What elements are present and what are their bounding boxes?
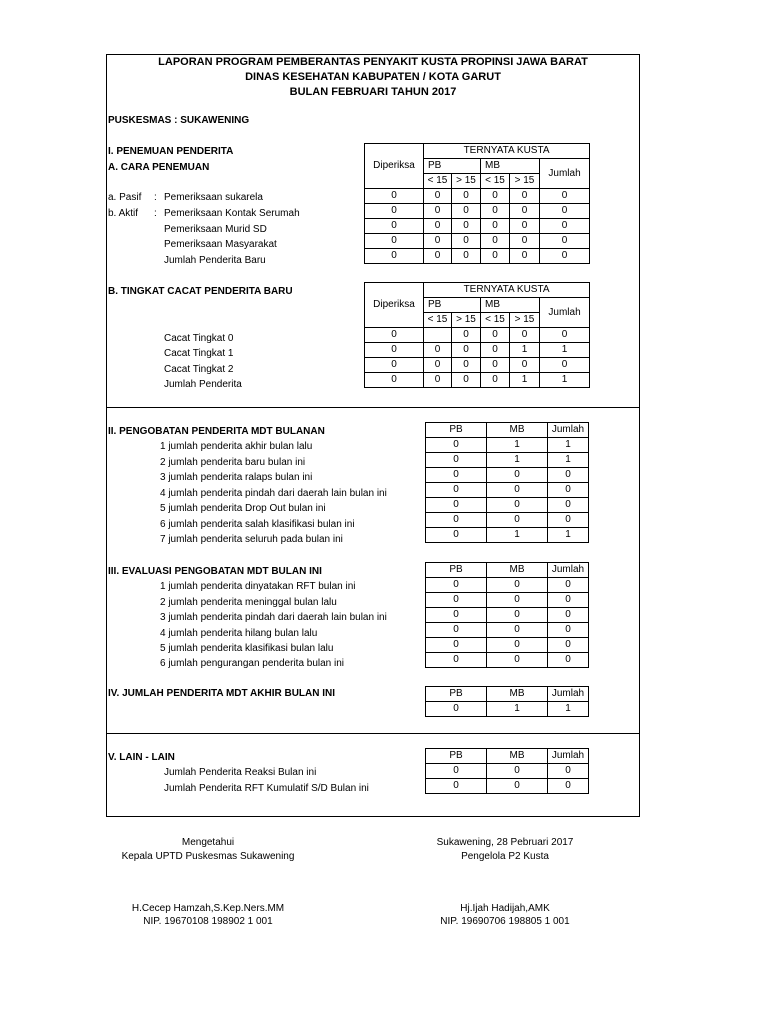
row-label: 4 jumlah penderita hilang bulan lalu — [160, 628, 318, 639]
report-period: BULAN FEBRUARI TAHUN 2017 — [289, 86, 457, 98]
cell: 0 — [365, 373, 424, 388]
row-label: Jumlah Penderita Baru — [164, 255, 266, 266]
cell: 0 — [540, 204, 590, 219]
row-label: 3 jumlah penderita pindah dari daerah lain bulan ini — [160, 612, 387, 623]
header-pb: PB — [424, 159, 481, 174]
table-tingkat-cacat — [364, 282, 590, 388]
cell: 0 — [365, 189, 424, 204]
sig-right-line2: Pengelola P2 Kusta — [461, 851, 549, 862]
puskesmas-label: PUSKESMAS : SUKAWENING — [108, 115, 250, 126]
cell: 0 — [548, 608, 589, 623]
cell: 0 — [426, 623, 487, 638]
row-label: Pemeriksaan sukarela — [164, 192, 263, 203]
cell: 0 — [510, 358, 540, 373]
cell: 0 — [540, 234, 590, 249]
table-pengobatan — [425, 422, 589, 543]
cell: 0 — [548, 513, 589, 528]
header-ternyata-kusta: TERNYATA KUSTA — [424, 144, 590, 159]
cell: 0 — [487, 513, 548, 528]
cell: 1 — [548, 453, 589, 468]
table-row — [365, 189, 590, 204]
cell: 0 — [426, 498, 487, 513]
table-row — [426, 453, 589, 468]
cell: 1 — [540, 373, 590, 388]
row-prefix: b. Aktif — [108, 208, 139, 219]
cell: 0 — [426, 764, 487, 779]
header-jumlah: Jumlah — [548, 423, 589, 438]
cell: 0 — [540, 358, 590, 373]
table-row — [365, 343, 590, 358]
cell: 0 — [510, 234, 540, 249]
header-lt15: < 15 — [481, 313, 510, 328]
cell: 0 — [426, 779, 487, 794]
cell: 0 — [481, 234, 510, 249]
cell: 0 — [540, 249, 590, 264]
cell: 0 — [426, 578, 487, 593]
row-label: 4 jumlah penderita pindah dari daerah lain bulan ini — [160, 488, 387, 499]
section-5-title: V. LAIN - LAIN — [108, 752, 175, 763]
cell: 0 — [452, 219, 481, 234]
cell: 0 — [481, 328, 510, 343]
cell: 0 — [365, 328, 424, 343]
cell: 0 — [452, 204, 481, 219]
cell: 0 — [481, 249, 510, 264]
cell: 0 — [424, 343, 452, 358]
row-label: 5 jumlah penderita klasifikasi bulan lalu — [160, 643, 334, 654]
cell: 0 — [548, 623, 589, 638]
header-pb: PB — [426, 687, 487, 702]
sig-left-name: H.Cecep Hamzah,S.Kep.Ners.MM — [131, 903, 285, 914]
row-label: Cacat Tingkat 0 — [164, 333, 234, 344]
divider — [106, 733, 640, 734]
row-label: 7 jumlah penderita seluruh pada bulan ini — [160, 534, 343, 545]
cell: 0 — [540, 189, 590, 204]
cell: 0 — [426, 593, 487, 608]
header-diperiksa: Diperiksa — [365, 298, 424, 313]
cell: 0 — [487, 578, 548, 593]
cell: 1 — [487, 453, 548, 468]
cell: 0 — [510, 189, 540, 204]
cell: 0 — [487, 498, 548, 513]
sig-left-line2: Kepala UPTD Puskesmas Sukawening — [121, 851, 295, 862]
cell: 0 — [424, 189, 452, 204]
cell: 0 — [481, 343, 510, 358]
cell: 0 — [540, 219, 590, 234]
cell: 0 — [424, 204, 452, 219]
report-subtitle: DINAS KESEHATAN KABUPATEN / KOTA GARUT — [245, 71, 501, 83]
cell: 0 — [426, 528, 487, 543]
cell: 0 — [452, 373, 481, 388]
row-label: Pemeriksaan Masyarakat — [164, 239, 277, 250]
cell: 0 — [452, 358, 481, 373]
sig-right-nip: NIP. 19690706 198805 1 001 — [440, 916, 570, 927]
table-row — [426, 764, 589, 779]
cell: 0 — [426, 438, 487, 453]
cell: 0 — [426, 608, 487, 623]
cell: 0 — [548, 779, 589, 794]
table-evaluasi — [425, 562, 589, 668]
cell: 0 — [548, 468, 589, 483]
cell: 0 — [365, 234, 424, 249]
header-mb: MB — [481, 159, 540, 174]
table-row — [426, 578, 589, 593]
table-row — [426, 653, 589, 668]
cell: 0 — [452, 234, 481, 249]
header-mb: MB — [487, 563, 548, 578]
header-mb: MB — [487, 423, 548, 438]
cell: 0 — [424, 234, 452, 249]
table-row — [426, 498, 589, 513]
section-3-title: III. EVALUASI PENGOBATAN MDT BULAN INI — [108, 566, 322, 577]
cell: 0 — [481, 219, 510, 234]
cell: 0 — [365, 219, 424, 234]
cell: 1 — [487, 702, 548, 717]
cell: 0 — [452, 249, 481, 264]
header-lt15: < 15 — [424, 313, 452, 328]
cell: 1 — [510, 373, 540, 388]
cell: 0 — [426, 638, 487, 653]
header-jumlah: Jumlah — [548, 687, 589, 702]
cell: 0 — [487, 468, 548, 483]
table-row — [426, 528, 589, 543]
cell: 0 — [487, 764, 548, 779]
header-gt15: > 15 — [510, 313, 540, 328]
table-akhir-bulan — [425, 686, 589, 717]
header-lt15: < 15 — [481, 174, 510, 189]
row-colon: : — [154, 208, 157, 219]
cell: 0 — [481, 204, 510, 219]
section-1b-title: B. TINGKAT CACAT PENDERITA BARU — [108, 286, 293, 297]
cell: 0 — [424, 373, 452, 388]
cell: 0 — [510, 328, 540, 343]
table-row — [365, 249, 590, 264]
cell: 1 — [548, 438, 589, 453]
cell: 1 — [510, 343, 540, 358]
row-colon: : — [154, 192, 157, 203]
row-label: 5 jumlah penderita Drop Out bulan ini — [160, 503, 326, 514]
cell: 0 — [365, 343, 424, 358]
table-row — [426, 513, 589, 528]
row-label: 2 jumlah penderita baru bulan ini — [160, 457, 306, 468]
cell: 0 — [548, 578, 589, 593]
cell: 0 — [548, 483, 589, 498]
header-diperiksa: Diperiksa — [365, 159, 424, 174]
cell: 1 — [548, 702, 589, 717]
table-row — [365, 219, 590, 234]
cell: 0 — [481, 189, 510, 204]
cell: 0 — [426, 653, 487, 668]
header-ternyata-kusta: TERNYATA KUSTA — [424, 283, 590, 298]
row-label: Jumlah Penderita Reaksi Bulan ini — [164, 767, 317, 778]
table-row — [365, 328, 590, 343]
table-row — [365, 234, 590, 249]
cell: 0 — [424, 219, 452, 234]
cell: 0 — [487, 653, 548, 668]
table-row — [365, 373, 590, 388]
cell: 0 — [548, 653, 589, 668]
cell: 0 — [452, 189, 481, 204]
cell: 0 — [540, 328, 590, 343]
cell: 1 — [540, 343, 590, 358]
header-jumlah: Jumlah — [540, 298, 590, 328]
section-1a-title: A. CARA PENEMUAN — [108, 162, 210, 173]
cell: 0 — [452, 343, 481, 358]
header-lt15: < 15 — [424, 174, 452, 189]
row-label: 1 jumlah penderita akhir bulan lalu — [160, 441, 313, 452]
table-row — [426, 702, 589, 717]
sig-left-line1: Mengetahui — [181, 837, 235, 848]
row-label: 3 jumlah penderita ralaps bulan ini — [160, 472, 313, 483]
cell: 0 — [487, 638, 548, 653]
cell: 0 — [487, 608, 548, 623]
sig-left-nip: NIP. 19670108 198902 1 001 — [143, 916, 273, 927]
sig-right-name: Hj.Ijah Hadijah,AMK — [460, 903, 550, 914]
header-mb: MB — [481, 298, 540, 313]
cell: 0 — [548, 764, 589, 779]
cell: 0 — [365, 249, 424, 264]
table-row — [426, 483, 589, 498]
row-label: Cacat Tingkat 2 — [164, 364, 234, 375]
cell — [424, 328, 452, 343]
header-gt15: > 15 — [452, 313, 481, 328]
header-pb: PB — [424, 298, 481, 313]
row-label: 6 jumlah penderita salah klasifikasi bulan ini — [160, 519, 355, 530]
table-lain-lain — [425, 748, 589, 794]
cell: 0 — [426, 513, 487, 528]
table-cara-penemuan — [364, 143, 590, 264]
cell: 0 — [426, 468, 487, 483]
cell: 0 — [487, 779, 548, 794]
cell: 0 — [481, 373, 510, 388]
cell: 0 — [487, 483, 548, 498]
header-mb: MB — [487, 749, 548, 764]
cell: 0 — [424, 249, 452, 264]
header-gt15: > 15 — [452, 174, 481, 189]
cell: 0 — [426, 702, 487, 717]
cell: 0 — [548, 638, 589, 653]
cell: 0 — [548, 593, 589, 608]
row-label: Cacat Tingkat 1 — [164, 348, 234, 359]
cell: 0 — [481, 358, 510, 373]
table-row — [426, 638, 589, 653]
cell: 1 — [548, 528, 589, 543]
cell: 0 — [426, 453, 487, 468]
table-row — [426, 468, 589, 483]
header-jumlah: Jumlah — [548, 749, 589, 764]
table-row — [426, 438, 589, 453]
section-2-title: II. PENGOBATAN PENDERITA MDT BULANAN — [108, 426, 325, 437]
report-title: LAPORAN PROGRAM PEMBERANTAS PENYAKIT KUSTA PROPINSI JAWA BARAT — [158, 56, 588, 68]
row-label: 1 jumlah penderita dinyatakan RFT bulan ini — [160, 581, 356, 592]
header-jumlah: Jumlah — [548, 563, 589, 578]
row-label: Jumlah Penderita RFT Kumulatif S/D Bulan ini — [164, 783, 369, 794]
row-label: Pemeriksaan Kontak Serumah — [164, 208, 300, 219]
cell: 0 — [510, 204, 540, 219]
row-prefix: a. Pasif — [108, 192, 142, 203]
cell: 0 — [548, 498, 589, 513]
section-1-title: I. PENEMUAN PENDERITA — [108, 146, 234, 157]
cell: 0 — [452, 328, 481, 343]
table-row — [365, 204, 590, 219]
header-pb: PB — [426, 563, 487, 578]
row-label: 6 jumlah pengurangan penderita bulan ini — [160, 658, 345, 669]
cell: 0 — [487, 623, 548, 638]
cell: 0 — [487, 593, 548, 608]
header-jumlah: Jumlah — [540, 159, 590, 189]
table-row — [365, 358, 590, 373]
table-row — [426, 623, 589, 638]
row-label: Pemeriksaan Murid SD — [164, 224, 267, 235]
divider — [106, 407, 640, 408]
cell: 0 — [424, 358, 452, 373]
cell: 0 — [365, 204, 424, 219]
row-label: 2 jumlah penderita meninggal bulan lalu — [160, 597, 337, 608]
row-label: Jumlah Penderita — [164, 379, 242, 390]
cell: 0 — [510, 249, 540, 264]
cell: 0 — [365, 358, 424, 373]
cell: 0 — [426, 483, 487, 498]
header-gt15: > 15 — [510, 174, 540, 189]
sig-right-line1: Sukawening, 28 Pebruari 2017 — [436, 837, 574, 848]
header-mb: MB — [487, 687, 548, 702]
cell: 0 — [510, 219, 540, 234]
table-row — [426, 779, 589, 794]
header-pb: PB — [426, 423, 487, 438]
table-row — [426, 608, 589, 623]
cell: 1 — [487, 528, 548, 543]
header-pb: PB — [426, 749, 487, 764]
section-4-title: IV. JUMLAH PENDERITA MDT AKHIR BULAN INI — [108, 688, 336, 699]
cell: 1 — [487, 438, 548, 453]
table-row — [426, 593, 589, 608]
